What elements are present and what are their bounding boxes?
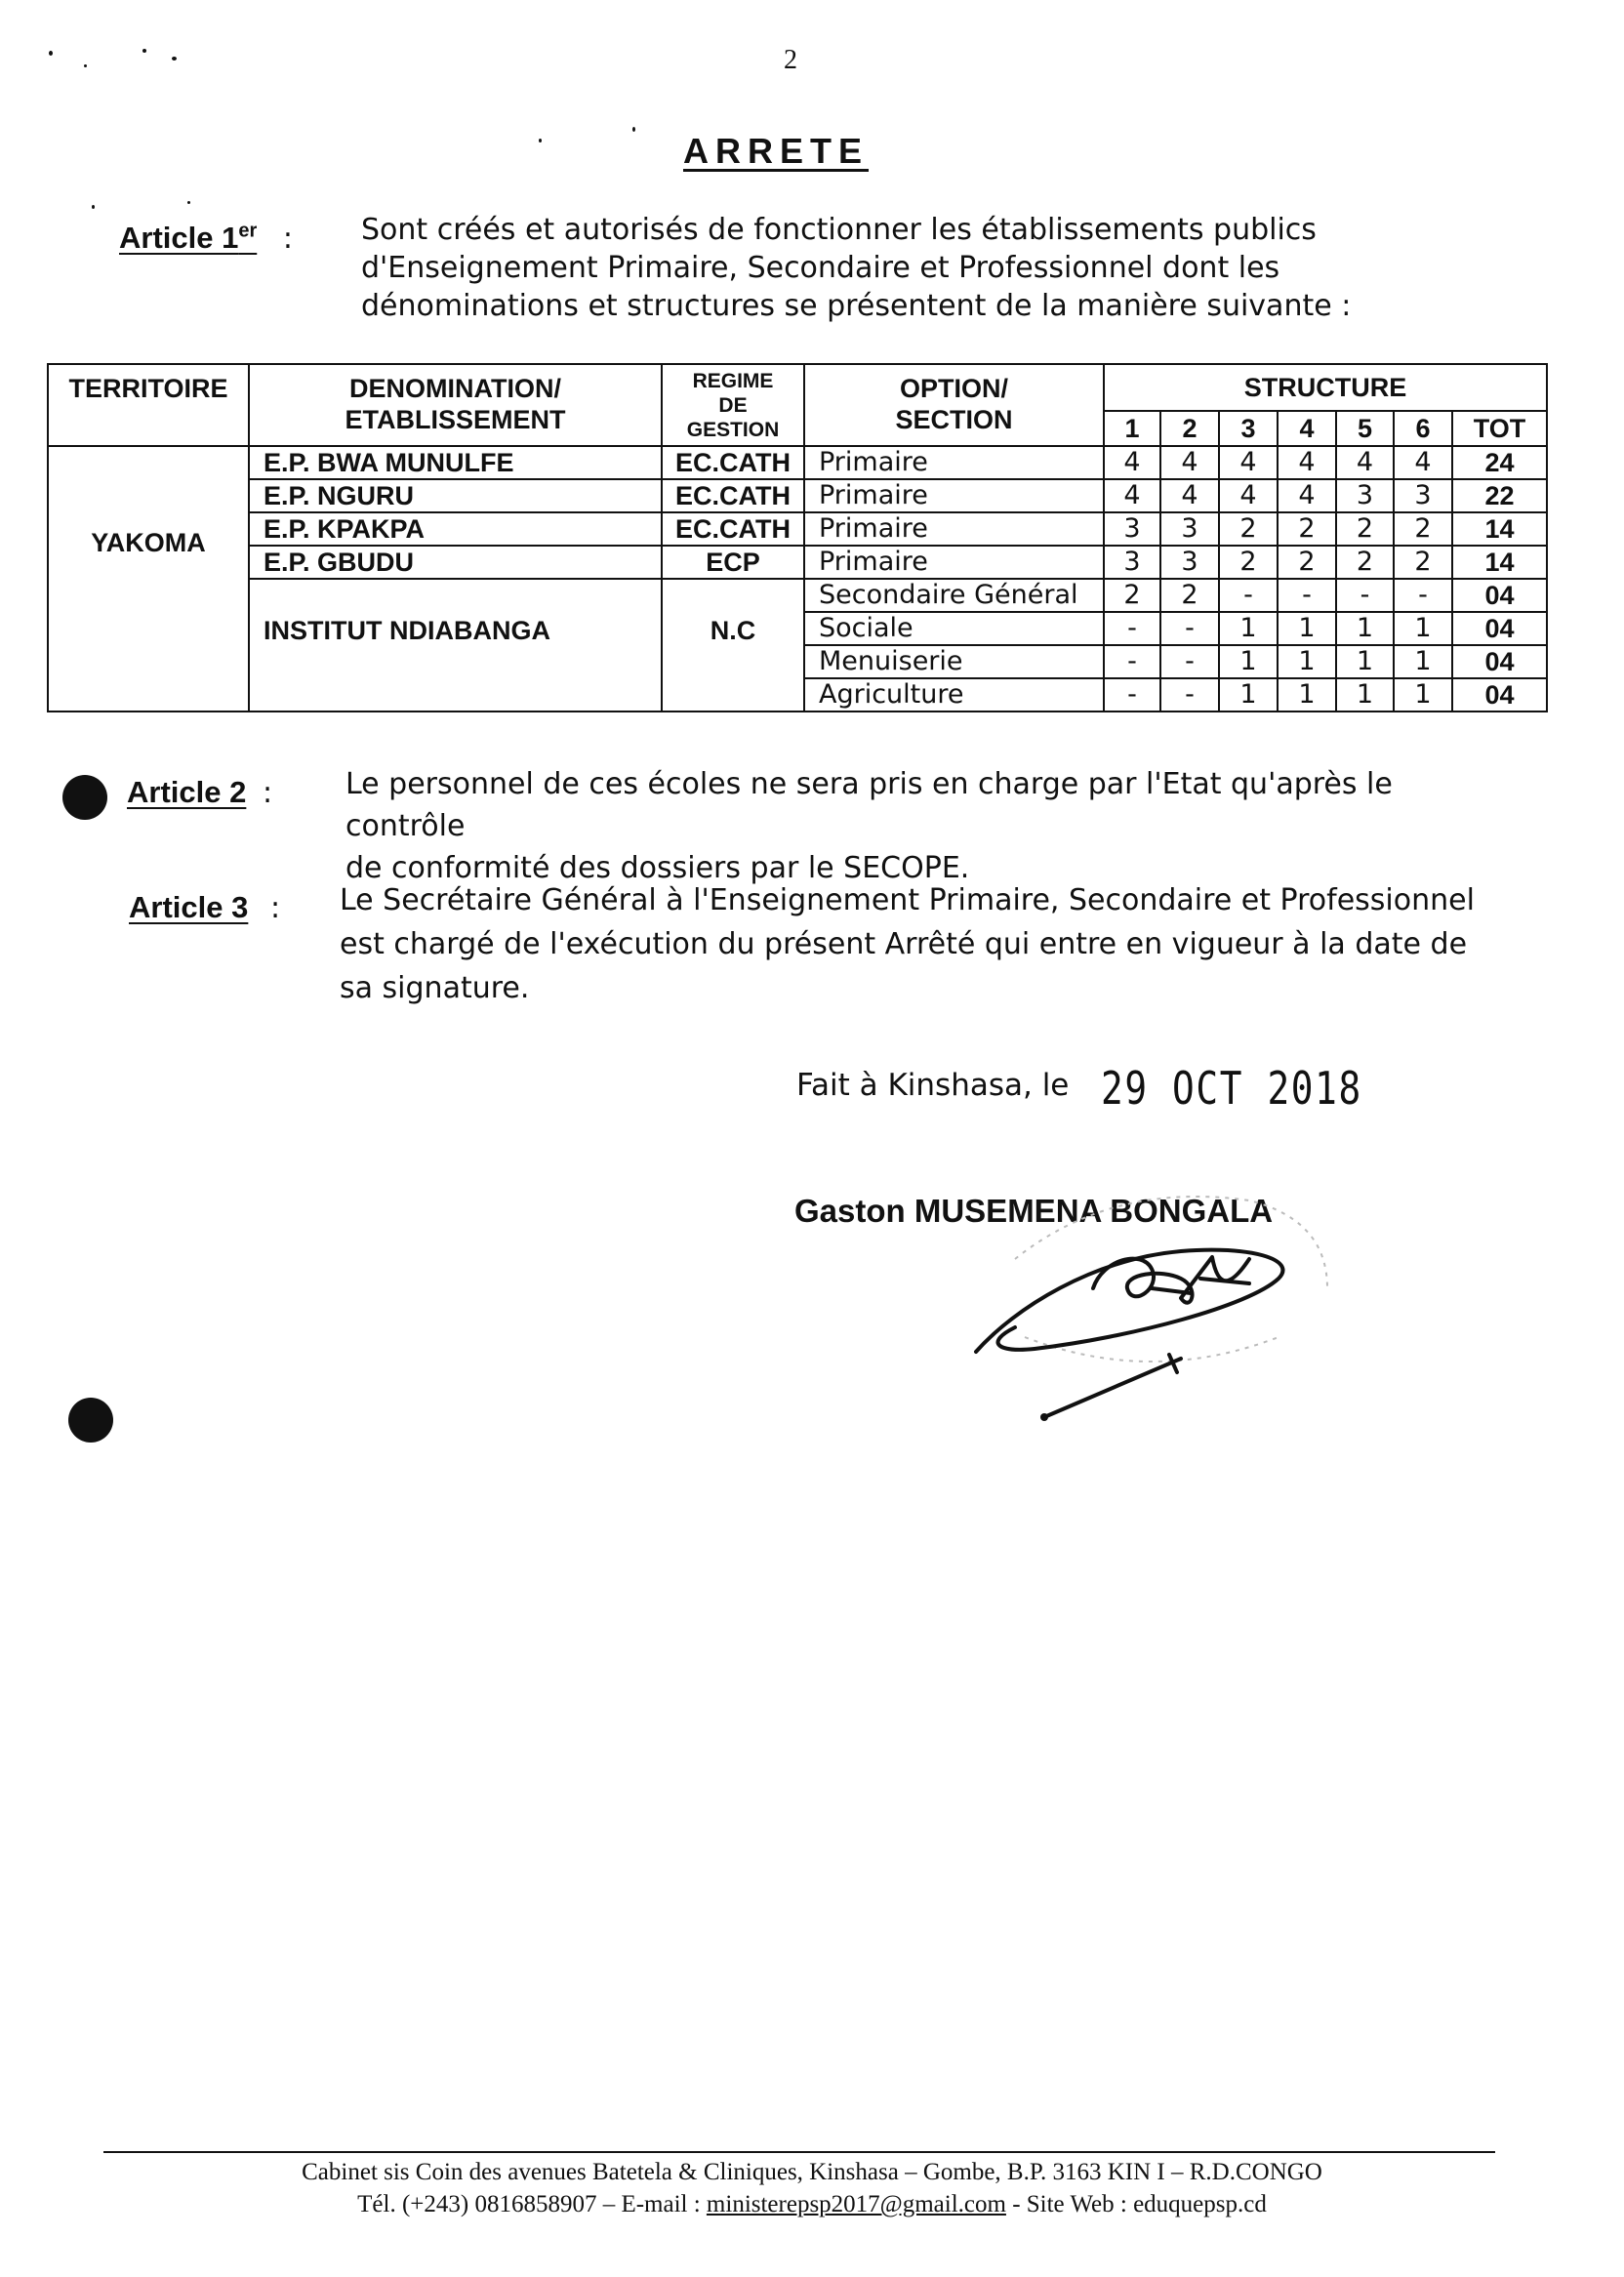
level-cell: 2: [1336, 512, 1394, 546]
header-structure: STRUCTURE: [1104, 364, 1547, 411]
level-cell: 2: [1336, 546, 1394, 579]
footer-phone: Tél. (+243) 0816858907 – E-mail :: [357, 2191, 707, 2217]
article-2-label-text: Article 2: [127, 775, 247, 809]
signature-underline: [1044, 1359, 1181, 1417]
level-cell: 1: [1336, 612, 1394, 645]
signatory-name: Gaston MUSEMENA BONGALA: [794, 1193, 1274, 1229]
level-cell: 1: [1278, 612, 1336, 645]
header-regime-line: GESTION: [686, 418, 780, 441]
article-1-line: Sont créés et autorisés de fonctionner les établissements publics: [361, 213, 1317, 247]
total-cell: 24: [1452, 446, 1547, 479]
article-2-line: Le personnel de ces écoles ne sera pris en charge par l'Etat qu'après le contrôle: [345, 767, 1393, 843]
option-cell: Primaire: [804, 446, 1104, 479]
level-cell: 1: [1394, 612, 1452, 645]
article-2-line: de conformité des dossiers par le SECOPE.: [345, 851, 970, 885]
level-cell: 1: [1336, 645, 1394, 678]
level-cell: 1: [1336, 678, 1394, 712]
level-cell: -: [1104, 645, 1160, 678]
regime-cell: [662, 579, 804, 712]
signature-loop: [976, 1250, 1282, 1352]
level-cell: 4: [1394, 446, 1452, 479]
header-regime-line: DE: [718, 393, 748, 417]
level-cell: -: [1160, 612, 1219, 645]
article-2-text: [345, 763, 1497, 889]
level-cell: 4: [1278, 479, 1336, 512]
level-cell: 2: [1394, 546, 1452, 579]
level-cell: 4: [1336, 446, 1394, 479]
level-cell: 4: [1278, 446, 1336, 479]
regime-cell: EC.CATH: [662, 446, 804, 479]
header-denomination: [249, 364, 662, 446]
level-cell: 3: [1394, 479, 1452, 512]
etablissement-cell: E.P. GBUDU: [249, 546, 662, 579]
article-3-line: Le Secrétaire Général à l'Enseignement Primaire, Secondaire et Professionnel: [340, 883, 1475, 917]
level-cell: 4: [1160, 446, 1219, 479]
etablissement-cell: [249, 579, 662, 712]
regime-cell: EC.CATH: [662, 479, 804, 512]
table-row: [48, 546, 1547, 579]
level-cell: 1: [1219, 612, 1278, 645]
regime-cell: ECP: [662, 546, 804, 579]
level-cell: 1: [1394, 678, 1452, 712]
header-territoire: TERRITOIRE: [48, 364, 249, 446]
footer-contact: [0, 2191, 1624, 2218]
footer-email-link[interactable]: ministerepsp2017@gmail.com: [706, 2191, 1006, 2217]
scan-speck: [539, 139, 542, 142]
level-cell: 2: [1278, 512, 1336, 546]
level-cell: 2: [1219, 512, 1278, 546]
article-1-superscript: er: [238, 221, 258, 242]
article-3-text: [340, 878, 1491, 1010]
level-cell: -: [1160, 678, 1219, 712]
total-cell: 14: [1452, 546, 1547, 579]
header-denomination-line: ETABLISSEMENT: [345, 405, 566, 434]
header-option-line: OPTION/: [899, 374, 1008, 403]
header-total: TOT: [1452, 411, 1547, 446]
level-cell: -: [1278, 579, 1336, 612]
date-stamp: 29 OCT 2018: [1101, 1062, 1362, 1115]
header-option: [804, 364, 1104, 446]
article-3-line: sa signature.: [340, 971, 530, 1005]
etablissement-cell: E.P. KPAKPA: [249, 512, 662, 546]
total-cell: 14: [1452, 512, 1547, 546]
signature-stroke: [1152, 1279, 1249, 1293]
level-cell: 2: [1278, 546, 1336, 579]
option-cell: Secondaire Général: [804, 579, 1104, 612]
header-level: 4: [1278, 411, 1336, 446]
total-cell: 22: [1452, 479, 1547, 512]
etablissement-cell: E.P. NGURU: [249, 479, 662, 512]
level-cell: 3: [1160, 546, 1219, 579]
level-cell: 1: [1219, 678, 1278, 712]
level-cell: 2: [1104, 579, 1160, 612]
total-cell: 04: [1452, 579, 1547, 612]
place-and-date-label: Fait à Kinshasa, le: [796, 1068, 1070, 1103]
document-title: ARRETE: [683, 131, 870, 171]
signature-mark: [956, 1142, 1366, 1435]
level-cell: 4: [1219, 446, 1278, 479]
level-cell: 3: [1336, 479, 1394, 512]
level-cell: -: [1160, 645, 1219, 678]
total-cell: 04: [1452, 612, 1547, 645]
scan-speck: [84, 64, 87, 67]
header-option-line: SECTION: [895, 405, 1013, 434]
level-cell: 1: [1394, 645, 1452, 678]
territoire-cell: [48, 446, 249, 712]
article-1-colon: :: [282, 222, 293, 257]
footer-address: Cabinet sis Coin des avenues Batetela & Cliniques, Kinshasa – Gombe, B.P. 3163 KIN I – R.D.CONGO: [302, 2159, 1322, 2185]
scan-speck: [172, 57, 177, 61]
scan-speck: [632, 127, 635, 132]
footer-rule: [103, 2151, 1495, 2153]
signature-dot: [1040, 1413, 1048, 1421]
punch-hole: [62, 775, 107, 820]
faint-seal-arc: [1025, 1337, 1279, 1362]
level-cell: -: [1219, 579, 1278, 612]
level-cell: 4: [1104, 446, 1160, 479]
article-3-label: [129, 890, 280, 925]
option-cell: Primaire: [804, 479, 1104, 512]
article-3-line: est chargé de l'exécution du présent Arrêté qui entre en vigueur à la date de: [340, 927, 1468, 961]
institut-regime: N.C: [710, 616, 756, 645]
header-level: 3: [1219, 411, 1278, 446]
level-cell: -: [1336, 579, 1394, 612]
etablissement-cell: E.P. BWA MUNULFE: [249, 446, 662, 479]
header-level: 1: [1104, 411, 1160, 446]
article-2-label: [127, 775, 272, 810]
level-cell: 2: [1394, 512, 1452, 546]
footer-website: - Site Web : eduquepsp.cd: [1005, 2191, 1267, 2217]
level-cell: 3: [1104, 512, 1160, 546]
article-1-line: dénominations et structures se présentent de la manière suivante :: [361, 289, 1352, 323]
territoire-name: YAKOMA: [91, 528, 206, 557]
header-level: 6: [1394, 411, 1452, 446]
level-cell: 4: [1104, 479, 1160, 512]
level-cell: 3: [1160, 512, 1219, 546]
header-level: 5: [1336, 411, 1394, 446]
scan-speck: [187, 201, 190, 204]
article-3-label-text: Article 3: [129, 890, 249, 924]
scan-speck: [49, 51, 53, 56]
article-1-text: [361, 211, 1464, 325]
header-denomination-line: DENOMINATION/: [349, 374, 561, 403]
article-1-line: d'Enseignement Primaire, Secondaire et Professionnel dont les: [361, 251, 1280, 285]
option-cell: Primaire: [804, 546, 1104, 579]
institut-name: INSTITUT NDIABANGA: [264, 616, 550, 645]
level-cell: -: [1104, 678, 1160, 712]
article-3-colon: :: [269, 891, 281, 925]
table-row: [48, 512, 1547, 546]
structure-table: [47, 363, 1548, 712]
total-cell: 04: [1452, 678, 1547, 712]
level-cell: -: [1104, 612, 1160, 645]
option-cell: Agriculture: [804, 678, 1104, 712]
scan-speck: [92, 205, 95, 209]
option-cell: Primaire: [804, 512, 1104, 546]
level-cell: 3: [1104, 546, 1160, 579]
option-cell: Menuiserie: [804, 645, 1104, 678]
header-regime-line: REGIME: [692, 369, 774, 392]
level-cell: 1: [1219, 645, 1278, 678]
header-regime: [662, 364, 804, 446]
article-1-label: [119, 221, 293, 256]
table-row: [48, 479, 1547, 512]
level-cell: 1: [1278, 678, 1336, 712]
article-1-label-text: Article 1: [119, 221, 239, 256]
level-cell: -: [1394, 579, 1452, 612]
table-row: [48, 446, 1547, 479]
regime-cell: EC.CATH: [662, 512, 804, 546]
level-cell: 2: [1219, 546, 1278, 579]
scan-speck: [142, 49, 146, 53]
level-cell: 4: [1160, 479, 1219, 512]
level-cell: 2: [1160, 579, 1219, 612]
table-row: [48, 579, 1547, 612]
option-cell: Sociale: [804, 612, 1104, 645]
page-number: 2: [784, 45, 797, 75]
level-cell: 1: [1278, 645, 1336, 678]
level-cell: 4: [1219, 479, 1278, 512]
total-cell: 04: [1452, 645, 1547, 678]
header-level: 2: [1160, 411, 1219, 446]
article-2-colon: :: [262, 776, 273, 810]
punch-hole: [68, 1398, 113, 1443]
